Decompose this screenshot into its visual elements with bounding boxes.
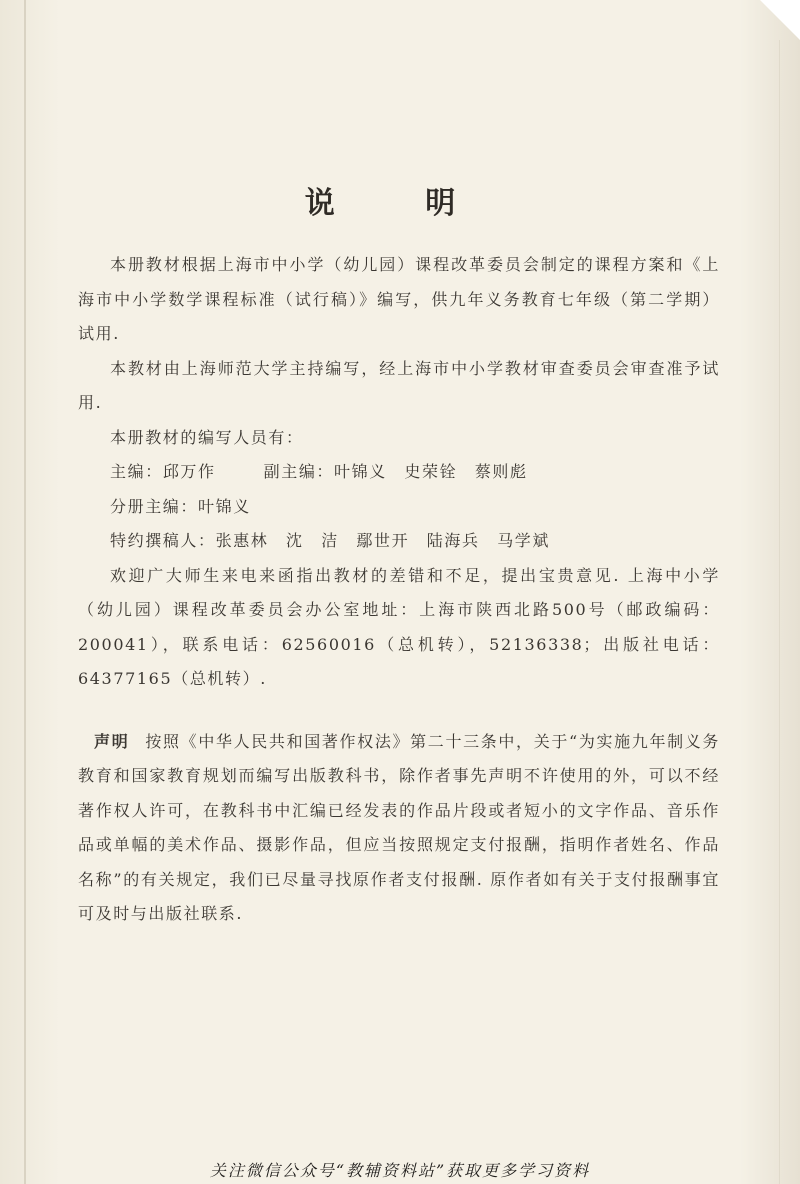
- contact-paragraph: 欢迎广大师生来电来函指出教材的差错和不足，提出宝贵意见. 上海中小学（幼儿园）课程改革委员会办公室地址：上海市陕西北路500号（邮政编码：200041），联系电话：62560016（总机转），52136338；出版社电话：64377165（总机转）.: [78, 565, 720, 688]
- section-editor-name: 叶锦义: [198, 496, 251, 516]
- editor-row-contributors: [78, 524, 720, 559]
- section-editor-label: 分册主编：: [110, 496, 199, 516]
- editor-row-section: [78, 490, 720, 525]
- deputy-editor-names: 叶锦义 史荣铨 蔡则彪: [334, 462, 528, 481]
- statement-heading: 声明: [94, 731, 130, 751]
- page-title: 说 明: [304, 186, 496, 221]
- contributor-names: 张惠林 沈 洁 鄢世开 陆海兵 马学斌: [215, 531, 551, 550]
- footer-watermark-text: 关注微信公众号“教辅资料站”获取更多学习资料: [209, 1161, 591, 1180]
- chief-editor-name: 邱万作: [162, 462, 216, 481]
- statement-paragraph: [78, 725, 720, 932]
- chief-editor-label: 主编：: [110, 462, 163, 481]
- intro-paragraph-2: 本教材由上海师范大学主持编写，经上海市中小学教材审查委员会审查准予试用.: [78, 358, 720, 412]
- intro-paragraph-3: 本册教材的编写人员有：: [110, 427, 304, 447]
- deputy-editor-label: 副主编：: [263, 462, 335, 481]
- corner-fold: [760, 0, 800, 40]
- intro-paragraph-1: 本册教材根据上海市中小学（幼儿园）课程改革委员会制定的课程方案和《上海市中小学数学课程标准（试行稿）》编写，供九年义务教育七年级（第二学期）试用.: [78, 255, 720, 343]
- editor-list: [78, 455, 720, 559]
- editor-row-chief: [78, 455, 720, 490]
- statement-text: 按照《中华人民共和国著作权法》第二十三条中，关于“为实施九年制义务教育和国家教育规划而编写出版教科书，除作者事先声明不许使用的外，可以不经著作权人许可，在教科书中汇编已经发表的作品片段或者短小的文字作品、音乐作品或单幅的美术作品、摄影作品，但应当按照规定支付报酬，指明作者姓名、作品名称”的有关规定，我们已尽量寻找原作者支付报酬. 原作者如有关于支付报酬事宜可及时与出版社联系.: [78, 731, 720, 923]
- contributor-label: 特约撰稿人：: [110, 531, 216, 550]
- page-content: [78, 248, 720, 932]
